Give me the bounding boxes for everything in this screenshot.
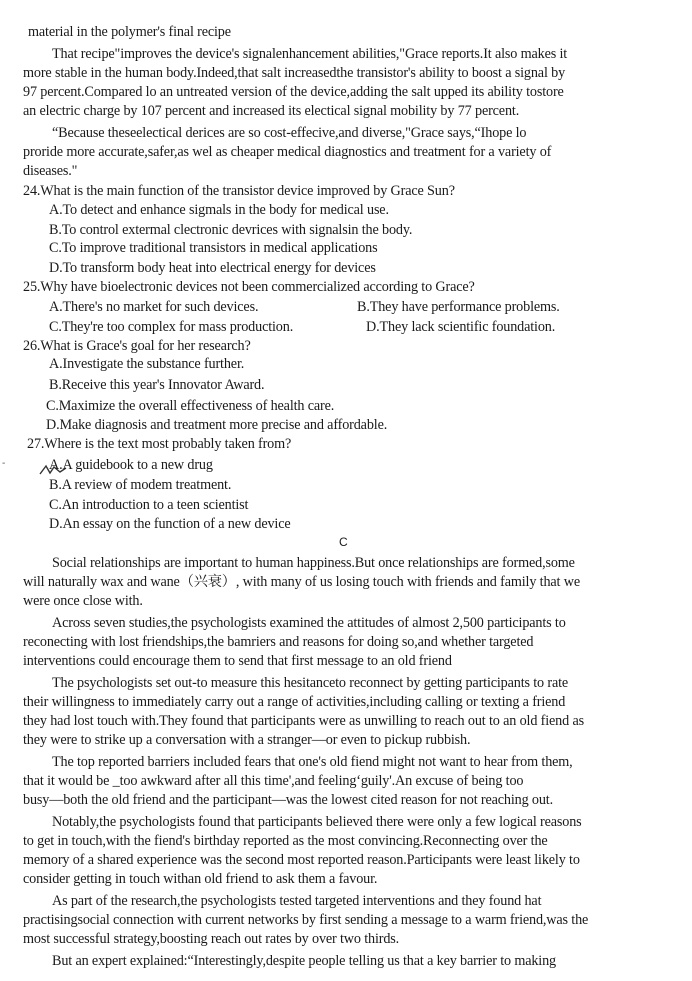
passage-line: practisingsocial connection with current networks by first sending a message to a warm friend,was the <box>23 912 589 928</box>
passage-line: consider getting in touch withan old friend to ask them a favour. <box>23 871 378 887</box>
question-27-option-a: A.A guidebook to a new drug <box>49 457 213 473</box>
passage-line: proride more accurate,safer,as wel as cheaper medical diagnostics and treatment for a variety of <box>23 144 552 160</box>
question-25-row-2 <box>0 318 692 337</box>
passage-line: The top reported barriers included fears that one's old fiend might not want to hear from them, <box>52 754 573 770</box>
question-24-option-a: A.To detect and enhance sigmals in the body for medical use. <box>49 202 389 218</box>
passage-line: most successful strategy,boosting reach out rates by over two thirds. <box>23 931 400 947</box>
question-26-option-c: C.Maximize the overall effectiveness of health care. <box>46 398 335 414</box>
passage-line: interventions could encourage them to send that first message to an old friend <box>23 653 452 669</box>
question-25-option-b: B.They have performance problems. <box>357 299 560 315</box>
question-25-option-d: D.They lack scientific foundation. <box>366 319 556 335</box>
margin-mark: - <box>2 458 6 469</box>
passage-line: Notably,the psychologists found that participants believed there were only a few logical reasons <box>52 814 582 830</box>
question-27-option-c: C.An introduction to a teen scientist <box>49 497 249 513</box>
passage-line: Social relationships are important to human happiness.But once relationships are formed,some <box>52 555 575 571</box>
question-24-option-c: C.To improve traditional transistors in medical applications <box>49 240 378 256</box>
question-25-row-1 <box>0 298 692 317</box>
question-27-stem: 27.Where is the text most probably taken from? <box>27 436 292 452</box>
passage-line: an electric charge by 107 percent and increased its electical signal mobility by 77 percent. <box>23 103 520 119</box>
passage-line: 97 percent.Compared lo an untreated version of the device,adding the salt upped its ability tostore <box>23 84 564 100</box>
passage-line: material in the polymer's final recipe <box>28 24 231 40</box>
question-24-stem: 24.What is the main function of the transistor device improved by Grace Sun? <box>23 183 455 199</box>
passage-line: memory of a shared experience was the second most reported reason.Participants were least likely to <box>23 852 580 868</box>
passage-line: reconecting with lost friendships,the bamriers and reasons for doing so,and whether targeted <box>23 634 534 650</box>
passage-line: were once close with. <box>23 593 143 609</box>
section-label: C <box>339 535 348 549</box>
passage-line: their willingness to immediately carry out a range of activities,including calling or texting a friend <box>23 694 566 710</box>
passage-line: they were to strike up a conversation with a stranger—or even to pickup rubbish. <box>23 732 471 748</box>
passage-line: that it would be _too awkward after all this time',and feeling‘guily'.An excuse of being too <box>23 773 524 789</box>
passage-line: to get in touch,with the fiend's birthday reported as the most convincing.Reconnecting over the <box>23 833 548 849</box>
question-24-option-d: D.To transform body heat into electrical energy for devices <box>49 260 376 276</box>
passage-line: That recipe"improves the device's signalenhancement abilities,"Grace reports.It also makes it <box>52 46 568 62</box>
question-27-option-b: B.A review of modem treatment. <box>49 477 232 493</box>
passage-line: The psychologists set out-to measure this hesitanceto reconnect by getting participants to rate <box>52 675 569 691</box>
passage-line: busy—both the old friend and the participant—was the lowest cited reason for not reaching out. <box>23 792 553 808</box>
question-25-option-c: C.They're too complex for mass production. <box>49 319 294 335</box>
question-24-option-b: B.To control extermal clectronic devrices with signalsin the body. <box>49 222 413 238</box>
passage-line: But an expert explained:“Interestingly,despite people telling us that a key barrier to making <box>52 953 556 969</box>
passage-line: Across seven studies,the psychologists examined the attitudes of almost 2,500 participants to <box>52 615 566 631</box>
question-26-option-a: A.Investigate the substance further. <box>49 356 245 372</box>
question-26-option-d: D.Make diagnosis and treatment more precise and affordable. <box>46 417 388 433</box>
passage-line: diseases." <box>23 163 78 179</box>
passage-line: more stable in the human body.Indeed,that salt increasedthe transistor's ability to boost a signal by <box>23 65 566 81</box>
question-27-option-d: D.An essay on the function of a new device <box>49 516 291 532</box>
question-26-stem: 26.What is Grace's goal for her research? <box>23 338 251 354</box>
passage-line: As part of the research,the psychologists tested targeted interventions and they found hat <box>52 893 542 909</box>
question-26-option-b: B.Receive this year's Innovator Award. <box>49 377 265 393</box>
passage-line: will naturally wax and wane（兴衰）, with many of us losing touch with friends and family that we <box>23 574 580 590</box>
question-25-stem: 25.Why have bioelectronic devices not been commercialized according to Grace? <box>23 279 475 295</box>
question-25-option-a: A.There's no market for such devices. <box>49 299 259 315</box>
passage-line: they had lost touch with.They found that participants were as unwilling to reach out to an old fiend as <box>23 713 584 729</box>
passage-line: “Because theseelectical derices are so cost-effecive,and diverse,"Grace says,“Ihope lo <box>52 125 527 141</box>
